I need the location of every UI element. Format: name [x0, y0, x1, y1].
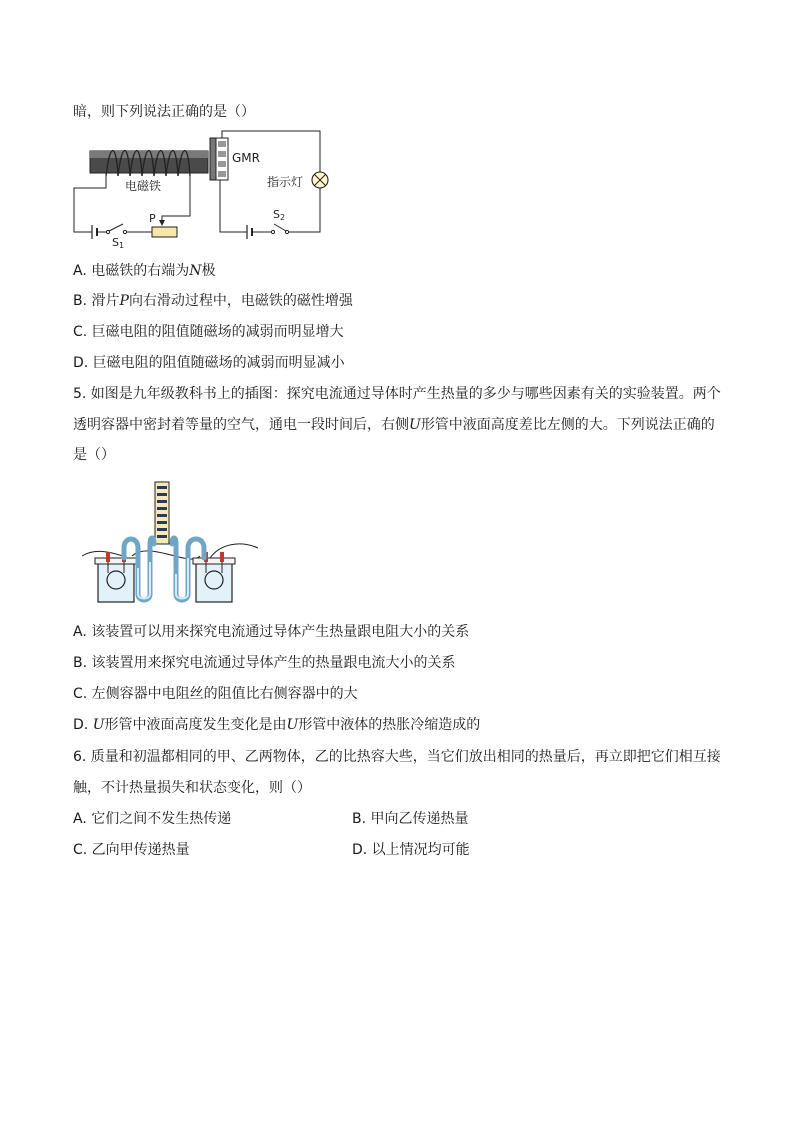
q5-option-b: B. 该装置用来探究电流通过导体产生的热量跟电流大小的关系	[73, 655, 456, 671]
q6-stem-line2: 触，不计热量损失和状态变化，则（）	[73, 780, 311, 796]
q4-option-b: B. 滑片P向右滑动过程中，电磁铁的磁性增强	[73, 293, 353, 309]
q6-option-a: A. 它们之间不发生热传递	[73, 811, 232, 827]
lead-wire-right	[210, 544, 258, 558]
q6-stem-line1: 6. 质量和初温都相同的甲、乙两物体，乙的比热容大些，当它们放出相同的热量后，再立即把它们相互接	[73, 749, 721, 765]
switch-s2-label: S2	[273, 208, 286, 222]
u-tubes	[124, 538, 204, 600]
q6-option-c: C. 乙向甲传递热量	[73, 842, 190, 858]
gmr-label: GMR	[232, 151, 260, 165]
gmr-circuit-diagram	[70, 128, 330, 248]
slider-arrow-icon	[159, 220, 165, 226]
height-scale	[155, 482, 169, 544]
slider-label: P	[149, 212, 156, 225]
electromagnet-highlight	[90, 151, 208, 158]
switch-s2-pivot	[271, 230, 274, 233]
q4-option-d: D. 巨磁电阻的阻值随磁场的减弱而明显减小	[73, 355, 345, 371]
switch-s1-blade	[109, 224, 123, 231]
right-container-lid	[193, 558, 235, 564]
right-container	[196, 562, 232, 602]
switch-s2-blade	[274, 224, 286, 231]
q6-option-d: D. 以上情况均可能	[352, 842, 470, 858]
q5-option-d: D. U形管中液面高度发生变化是由U形管中液体的热胀冷缩造成的	[73, 717, 481, 733]
joule-heat-figure	[80, 478, 260, 606]
rheostat	[152, 227, 177, 237]
q5-option-a: A. 该装置可以用来探究电流通过导体产生热量跟电阻大小的关系	[73, 624, 470, 640]
q5-option-c: C. 左侧容器中电阻丝的阻值比右侧容器中的大	[73, 686, 358, 702]
u-tube-liquid	[138, 558, 188, 599]
gmr-circuit-figure	[70, 128, 330, 248]
lamp-label: 指示灯	[267, 175, 304, 189]
q5-stem-line2: 透明容器中密封着等量的空气，通电一段时间后，右侧U形管中液面高度差比左侧的大。下列说法正确的	[73, 417, 715, 433]
q5-stem-line3: 是（）	[73, 447, 115, 463]
left-circuit-wire	[74, 176, 106, 232]
lead-wire-left	[82, 551, 123, 556]
switch-s1-label: S1	[112, 236, 125, 248]
q4-option-a: A. 电磁铁的右端为N极	[73, 263, 216, 279]
left-container-lid	[95, 558, 137, 564]
left-container	[98, 562, 134, 602]
q5-stem-line1: 5. 如图是九年级教科书上的插图：探究电流通过导体时产生热量的多少与哪些因素有关的实验装置。两个	[73, 386, 721, 402]
left-terminal-1	[106, 552, 110, 562]
q6-option-b: B. 甲向乙传递热量	[352, 811, 469, 827]
joule-heat-apparatus	[80, 478, 260, 606]
q4-stem-tail: 暗，则下列说法正确的是（）	[73, 104, 255, 120]
right-terminal-2	[220, 552, 224, 562]
q4-option-c: C. 巨磁电阻的阻值随磁场的减弱而明显增大	[73, 324, 344, 340]
electromagnet-label: 电磁铁	[125, 179, 162, 193]
gmr-backplate	[210, 138, 216, 180]
slider-wire	[162, 176, 190, 225]
